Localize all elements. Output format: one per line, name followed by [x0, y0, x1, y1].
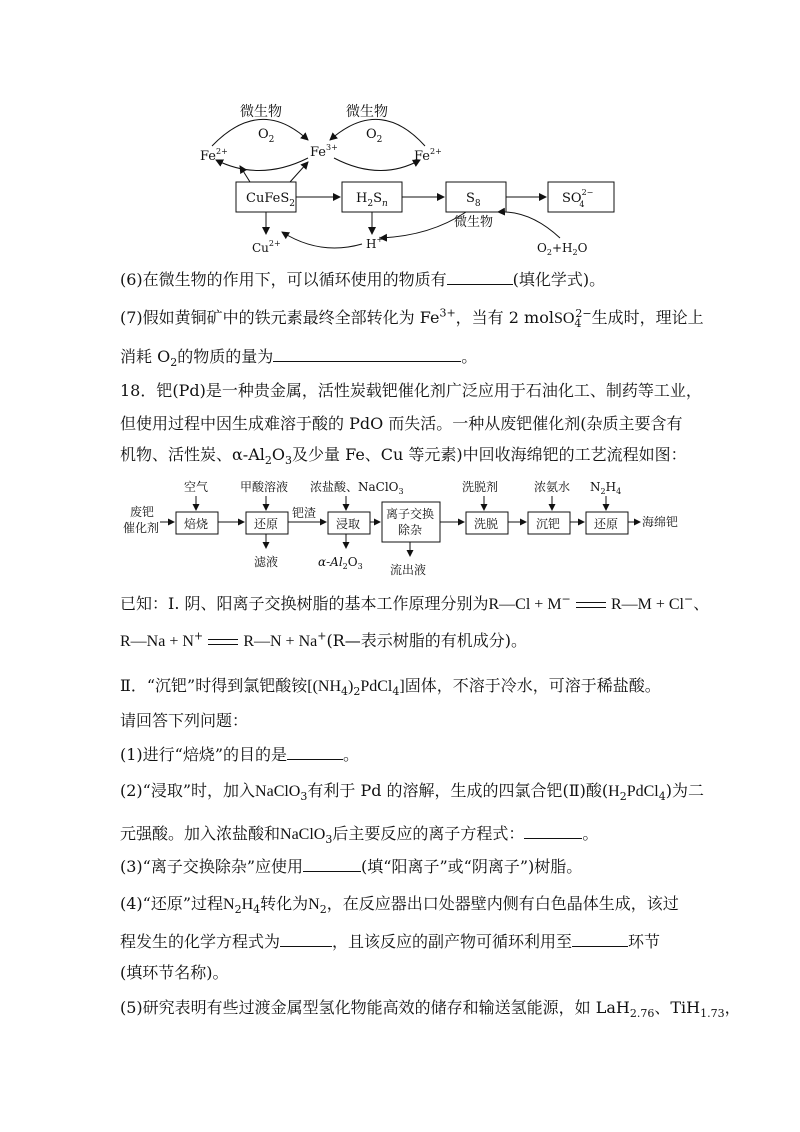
- alumina-label: $\alpha-Al_2O_3$: [318, 555, 363, 571]
- question-4-line3: (填环节名称)。: [120, 963, 229, 982]
- outflow-label: 流出液: [390, 563, 427, 577]
- svg-text:Fe2+: $Fe^{2+}$: [414, 147, 442, 164]
- product-label: 海绵钯: [642, 515, 679, 529]
- ammonia-label: 浓氨水: [534, 480, 571, 494]
- air-label: 空气: [184, 480, 209, 494]
- known-line1: 已知：Ⅰ. 阴、阳离子交换树脂的基本工作原理分别为R—Cl + M− R—M + Cl−、: [120, 592, 710, 613]
- answer-blank[interactable]: [524, 822, 582, 839]
- question-7-line2: 消耗 $O_2$的物质的量为 。: [120, 347, 478, 370]
- svg-text:沉钯: 沉钯: [536, 517, 561, 531]
- svg-text:Cu2+: $Cu^{2+}$: [252, 239, 281, 255]
- svg-text:除杂: 除杂: [398, 523, 423, 537]
- input-label-2: 催化剂: [123, 521, 160, 535]
- hcl-naclo3-label: 浓盐酸、NaClO$_3$: [310, 480, 404, 496]
- svg-text:还原: 还原: [594, 517, 619, 531]
- svg-text:洗脱: 洗脱: [474, 517, 499, 531]
- question-3: (3)“离子交换除杂”应使用 (填“阳离子”或“阴离子”)树脂。: [120, 857, 583, 876]
- pd-slag-label: 钯渣: [292, 506, 317, 520]
- question-2-line2: 元强酸。加入浓盐酸和NaClO$_3$后主要反应的离子方程式： 。: [120, 824, 599, 847]
- svg-text:S8: $S_8$: [466, 191, 481, 209]
- svg-text:还原: 还原: [254, 517, 279, 531]
- q18-line3: 机物、活性炭、$\alpha-Al_2O_3$及少量 Fe、Cu 等元素)中回收海绵钯的工艺流程如图：: [120, 445, 687, 468]
- svg-text:CuFeS2: CuFeS$_2$: [246, 191, 295, 209]
- svg-text:Fe2+: $Fe^{2+}$: [200, 147, 228, 164]
- q18-line1: 18．钯(Pd)是一种贵金属，活性炭载钯催化剂广泛应用于石油化工、制药等工业，: [120, 381, 702, 400]
- input-label-1: 废钯: [130, 505, 155, 519]
- question-4: (4)“还原”过程$N_2H_4$转化为$N_2$，在反应器出口处器壁内侧有白色晶体生成，该过: [120, 894, 679, 917]
- q18-line2: 但使用过程中因生成难溶于酸的 PdO 而失活。一种从废钯催化剂(杂质主要含有: [120, 414, 683, 433]
- svg-text:O2: $O_2$: [366, 127, 383, 145]
- svg-text:O2: $O_2$: [258, 127, 275, 145]
- known-line2: R—Na + N+ R—N + Na+(R—表示树脂的有机成分)。: [120, 629, 527, 650]
- question-4-line2: 程发生的化学方程式为 ，且该反应的副产物可循环利用至 环节: [120, 932, 661, 951]
- equilibrium-arrow: [576, 599, 606, 611]
- svg-text:离子交换: 离子交换: [386, 507, 435, 521]
- answer-blank[interactable]: [303, 855, 361, 872]
- question-7: (7)假如黄铜矿中的铁元素最终全部转化为 $Fe^{3+}$，当有 2 molSO$_4^{2-}$生成时，理论上: [120, 306, 704, 331]
- svg-text:SO2−4: $SO^{2-}$ 4: [562, 188, 594, 209]
- svg-text:H2Sn: $H_2S_n$: [356, 191, 388, 209]
- equilibrium-arrow: [208, 636, 238, 648]
- svg-text:微生物: 微生物: [240, 104, 282, 120]
- answer-blank[interactable]: [280, 930, 332, 947]
- answer-blank[interactable]: [287, 743, 343, 760]
- svg-text:微生物: 微生物: [454, 215, 494, 230]
- svg-text:H+: H+: [366, 235, 384, 251]
- question-1: (1)进行“焙烧”的目的是 。: [120, 745, 360, 764]
- question-5: (5)研究表明有些过渡金属型氢化物能高效的储存和输送氢能源，如 LaH$_{2.76}$、TiH$_{1.73}$，: [120, 998, 741, 1021]
- svg-text:微生物: 微生物: [346, 104, 388, 120]
- n2h4-label: $N_2H_4$: [590, 480, 622, 496]
- formic-label: 甲酸溶液: [240, 480, 289, 494]
- answer-blank[interactable]: [572, 930, 628, 947]
- eluent-label: 洗脱剂: [462, 480, 499, 494]
- question-6: (6)在微生物的作用下，可以循环使用的物质有 (填化学式)。: [120, 270, 606, 289]
- svg-text:Fe3+: $Fe^{3+}$: [310, 143, 338, 160]
- svg-text:焙烧: 焙烧: [184, 517, 209, 531]
- questions-intro: 请回答下列问题：: [120, 711, 249, 730]
- svg-text:O2+H2O: $O_2+H_2O$: [537, 241, 588, 257]
- svg-text:浸取: 浸取: [336, 517, 361, 531]
- question-2: (2)“浸取”时，加入NaClO$_3$有利于 Pd 的溶解，生成的四氯合钯(Ⅱ)酸$(H_2PdCl_4)$为二: [120, 781, 704, 804]
- filtrate-label: 滤液: [254, 555, 279, 569]
- known-line3: Ⅱ．“沉钯”时得到氯钯酸铵$[(NH_4)_2PdCl_4]$固体，不溶于冷水，可溶于稀盐酸。: [120, 676, 661, 699]
